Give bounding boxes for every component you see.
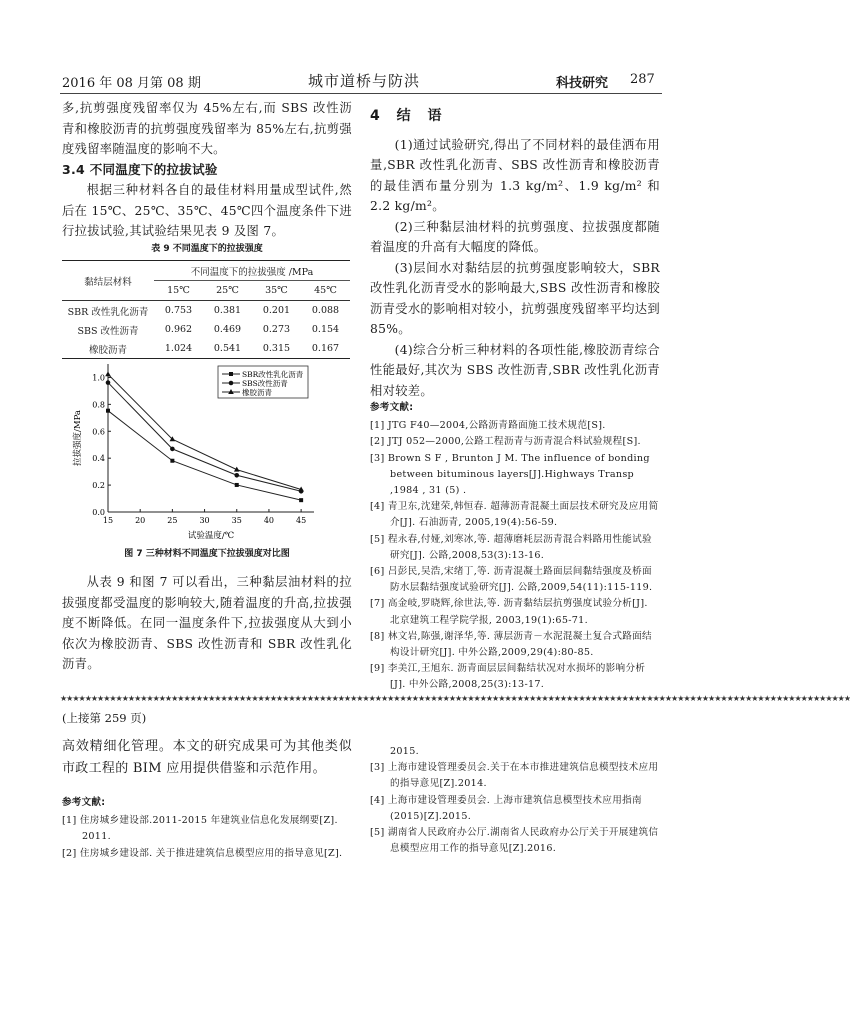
reference-item: [8] 林文岩,陈强,谢泽华,等. 薄层沥青－水泥混凝土复合式路面结构设计研究[J]. 中外公路,2009,29(4):80-85. <box>370 630 652 659</box>
column-header: 35℃ <box>265 285 288 296</box>
x-tick-label: 35 <box>231 516 242 525</box>
reference-item: [1] JTG F40—2004,公路沥青路面施工技术规范[S]. <box>370 420 606 432</box>
x-tick-label: 45 <box>296 516 307 525</box>
y-axis-label: 拉拔强度/MPa <box>73 410 83 466</box>
reference-item: [4] 上海市建设管理委员会. 上海市建筑信息模型技术应用指南(2015)[Z].2015. <box>370 794 642 822</box>
y-tick-label: 0.4 <box>92 454 105 464</box>
table-row <box>62 301 350 321</box>
reference-item: [5] 程永春,付娅,刘寒冰,等. 超薄磨耗层沥青混合料路用性能试验研究[J]. 公路,2008,53(3):13-16. <box>370 533 652 561</box>
page-number: 287 <box>630 72 655 87</box>
cell: 0.753 <box>164 305 193 316</box>
star-divider: ★★★★★★★★★★★★★★★★★★★★★★★★★★★★★★★★★★★★★★★★★★★★★★★★★★★★★★★★★★★★★★★★★★★★★★★★★★★★★★★★★★★★★★★★★★★★★★★★★★★★★★★★★★★★★★★★★★★★★★★★★★★★★★★★ <box>60 694 850 703</box>
x-tick-label: 40 <box>263 516 275 525</box>
reference-item: [2] 住房城乡建设部. 关于推进建筑信息模型应用的指导意见[Z]. <box>62 847 343 859</box>
cell: 0.381 <box>213 305 242 316</box>
data-point <box>170 447 175 452</box>
paragraph: 高效精细化管理。本文的研究成果可为其他类似市政工程的 BIM 应用提供借鉴和示范作用。 <box>62 739 352 776</box>
right-column <box>370 106 660 401</box>
paragraph: 多,抗剪强度残留率仅为 45%左右,而 SBS 改性沥青和橡胶沥青的抗剪强度残留率为 85%左右,抗剪强度残留率随温度的影响不大。 <box>62 101 352 156</box>
legend-label: 橡胶沥青 <box>242 388 272 397</box>
cell: 0.273 <box>262 324 291 335</box>
legend-marker <box>229 381 234 386</box>
row-name: SBS 改性沥青 <box>77 325 139 337</box>
reference-item: [6] 吕彭民,吴浩,宋绪丁,等. 沥青混凝土路面层间黏结强度及桥面防水层黏结强度试验研究[J]. 公路,2009,54(11):115-119. <box>370 566 653 594</box>
table-row <box>62 320 350 339</box>
x-tick-label: 20 <box>135 516 146 525</box>
row-name: 橡胶沥青 <box>88 344 127 356</box>
y-tick-label: 0.0 <box>92 508 105 517</box>
reference-item: [2] JTJ 052—2000,公路工程沥青与沥青混合料试验规程[S]. <box>370 436 641 448</box>
section-label: 科技研究 <box>556 76 609 91</box>
references-title: 参考文献: <box>62 797 106 808</box>
x-tick-label: 15 <box>102 516 114 525</box>
reference-item: [5] 湖南省人民政府办公厅.湖南省人民政府办公厅关于开展建筑信息模型应用工作的指导意见[Z].2016. <box>370 827 659 855</box>
data-point <box>170 459 174 463</box>
paragraph: 根据三种材料各自的最佳材料用量成型试件,然后在 15℃、25℃、35℃、45℃四个温度条件下进行拉拔试验,其试验结果见表 9 及图 7。 <box>62 183 352 238</box>
paragraph: 从表 9 和图 7 可以看出，三种黏层油材料的拉拔强度都受温度的影响较大,随着温度的升高,拉拔强度不断降低。在同一温度条件下,拉拔强度从大到小依次为橡胶沥青、SBS 改性沥青和 SBR 改性乳化沥青。 <box>62 575 352 671</box>
paragraph: (4)综合分析三种材料的各项性能,橡胶沥青综合性能最好,其次为 SBS 改性沥青,SBR 改性乳化沥青相对较差。 <box>370 342 660 398</box>
column-header: 15℃ <box>167 285 190 296</box>
y-tick-label: 0.6 <box>92 427 105 437</box>
row-header: 黏结层材料 <box>62 261 154 301</box>
x-tick-label: 30 <box>199 516 210 525</box>
left-column-lower <box>62 572 352 675</box>
data-point <box>105 371 111 376</box>
cell: 0.167 <box>311 343 340 354</box>
cell: 0.201 <box>262 305 291 316</box>
x-axis-label: 试验温度/℃ <box>187 531 235 541</box>
data-point <box>106 380 111 385</box>
x-tick-label: 25 <box>167 516 178 525</box>
reference-item: [4] 青卫东,沈建荣,韩恒春. 超薄沥青混凝土面层技术研究及应用简介[J]. 石油沥青, 2005,19(4):56-59. <box>370 501 659 529</box>
cell: 0.962 <box>164 324 193 335</box>
column-header: 25℃ <box>216 285 239 296</box>
cell: 0.469 <box>213 324 242 335</box>
reference-continuation: 2015. <box>390 746 419 757</box>
reference-item: [3] Brown S F , Brunton J M. The influence of bonding between bituminous layers[J].Highways Transp ,1984 , 31 (5) . <box>370 452 650 497</box>
y-tick-label: 1.0 <box>92 373 105 383</box>
figure-caption: 图 7 三种材料不同温度下拉拔强度对比图 <box>124 549 290 559</box>
series-line <box>108 383 301 492</box>
legend-label: SBR改性乳化沥青 <box>242 370 304 379</box>
references <box>370 400 660 694</box>
continued-references-right <box>370 744 660 857</box>
column-header: 45℃ <box>314 285 337 296</box>
journal-title: 城市道桥与防洪 <box>308 72 421 90</box>
header-rule <box>60 93 662 94</box>
group-header: 不同温度下的拉拔强度 /MPa <box>154 261 350 281</box>
continued-text <box>62 736 352 780</box>
continued-label: (上接第 259 页) <box>62 711 147 725</box>
paragraph: (2)三种黏层油材料的抗剪强度、拉拔强度都随着温度的升高有大幅度的降低。 <box>370 219 660 254</box>
left-column <box>62 98 352 242</box>
cell: 0.154 <box>311 324 340 335</box>
data-point <box>235 483 239 487</box>
reference-item: [7] 高金岐,罗晓辉,徐世法,等. 沥青黏结层抗剪强度试验分析[J]. 北京建筑工程学院学报, 2003,19(1):65-71. <box>370 598 648 626</box>
cell: 1.024 <box>164 343 193 354</box>
data-point <box>234 473 239 478</box>
legend-marker <box>229 372 233 376</box>
data-point <box>106 409 110 413</box>
legend-label: SBS改性沥青 <box>242 379 288 388</box>
section-heading: 4 结 语 <box>370 108 448 124</box>
pull-strength-table <box>62 260 350 359</box>
y-tick-label: 0.2 <box>92 481 105 491</box>
reference-item: [3] 上海市建设管理委员会.关于在本市推进建筑信息模型技术应用的指导意见[Z].2014. <box>370 762 659 790</box>
row-name: SBR 改性乳化沥青 <box>67 306 149 318</box>
continued-references <box>62 795 352 862</box>
cell: 0.088 <box>311 305 340 316</box>
cell: 0.315 <box>262 343 291 354</box>
reference-item: [1] 住房城乡建设部.2011-2015 年建筑业信息化发展纲要[Z]. 2011. <box>62 815 338 843</box>
y-tick-label: 0.8 <box>92 400 105 410</box>
cell: 0.541 <box>213 343 242 354</box>
series-line <box>108 411 301 500</box>
paragraph: (1)通过试验研究,得出了不同材料的最佳洒布用量,SBR 改性乳化沥青、SBS 改性沥青和橡胶沥青的最佳洒布量分别为 1.3 kg/m²、1.9 kg/m² 和 2.2 kg/m²。 <box>370 137 660 213</box>
table-caption: 表 9 不同温度下的拉拔强度 <box>151 244 263 254</box>
pull-strength-chart <box>62 360 352 545</box>
references-title: 参考文献: <box>370 402 414 413</box>
paragraph: (3)层间水对黏结层的抗剪强度影响较大，SBR 改性乳化沥青受水的影响最大,SBS 改性沥青和橡胶沥青受水的影响相对较小，抗剪强度残留率平均达到 85%。 <box>370 260 660 336</box>
table-row <box>62 339 350 359</box>
data-point <box>299 498 303 502</box>
reference-item: [9] 李美江,王旭东. 沥青面层层间黏结状况对水损坏的影响分析[J]. 中外公路,2008,25(3):13-17. <box>370 663 646 691</box>
issue-label: 2016 年 08 月第 08 期 <box>62 76 201 91</box>
section-heading: 3.4 不同温度下的拉拔试验 <box>62 161 218 177</box>
